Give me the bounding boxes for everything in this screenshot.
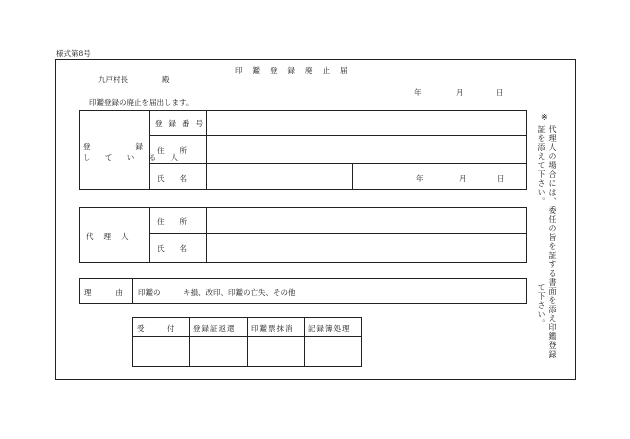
registrant-name-field[interactable] — [207, 164, 351, 189]
date-month: 月 — [456, 88, 464, 97]
declaration-text: 印鑑登録の廃止を届出します。 — [89, 98, 194, 107]
agent-address-field[interactable] — [207, 208, 526, 232]
addressee-name: 九戸村長 — [98, 75, 128, 84]
note-mark: ※ — [541, 113, 548, 122]
date-year: 年 — [414, 88, 422, 97]
agent-name-field[interactable] — [207, 234, 526, 262]
reason-options[interactable]: 印鑑の キ損、改印、印鑑の亡失、その他 — [138, 288, 296, 297]
agent-address-label: 住 所 — [157, 217, 187, 226]
registrant-label-line2: し て い る 人 — [83, 153, 185, 162]
registrant-address-label: 住 所 — [157, 146, 187, 155]
registrant-date-year: 年 — [416, 174, 424, 183]
reg-number-label: 登録番号 — [155, 119, 209, 128]
reason-label: 理由 — [84, 288, 147, 297]
form-title: 印鑑登録廃止届 — [235, 66, 358, 75]
form-number: 様式第8号 — [56, 49, 91, 58]
addressee-honorific: 殿 — [162, 75, 170, 84]
registrant-date-month: 月 — [459, 174, 467, 183]
agent-name-label: 氏 名 — [157, 244, 187, 253]
registrant-date-day: 日 — [497, 174, 505, 183]
office-header-reception: 受 付 — [137, 324, 175, 333]
agent-label: 代理人 — [86, 232, 139, 241]
office-header-card-return: 登録証返還 — [193, 324, 236, 333]
date-day: 日 — [496, 88, 504, 97]
registrant-name-label: 氏 名 — [157, 174, 187, 183]
side-note-text: 代理人の場合には、委任の旨を証する書面を添え印鑑登録証を添えて下さい。 て下さい。 — [537, 125, 557, 359]
registrant-label-line1: 登 録 — [83, 142, 143, 151]
office-header-record: 記録簿処理 — [308, 324, 351, 333]
registrant-address-field[interactable] — [207, 136, 526, 162]
reg-number-field[interactable] — [207, 111, 526, 134]
office-header-seal-removal: 印鑑票抹消 — [251, 324, 294, 333]
